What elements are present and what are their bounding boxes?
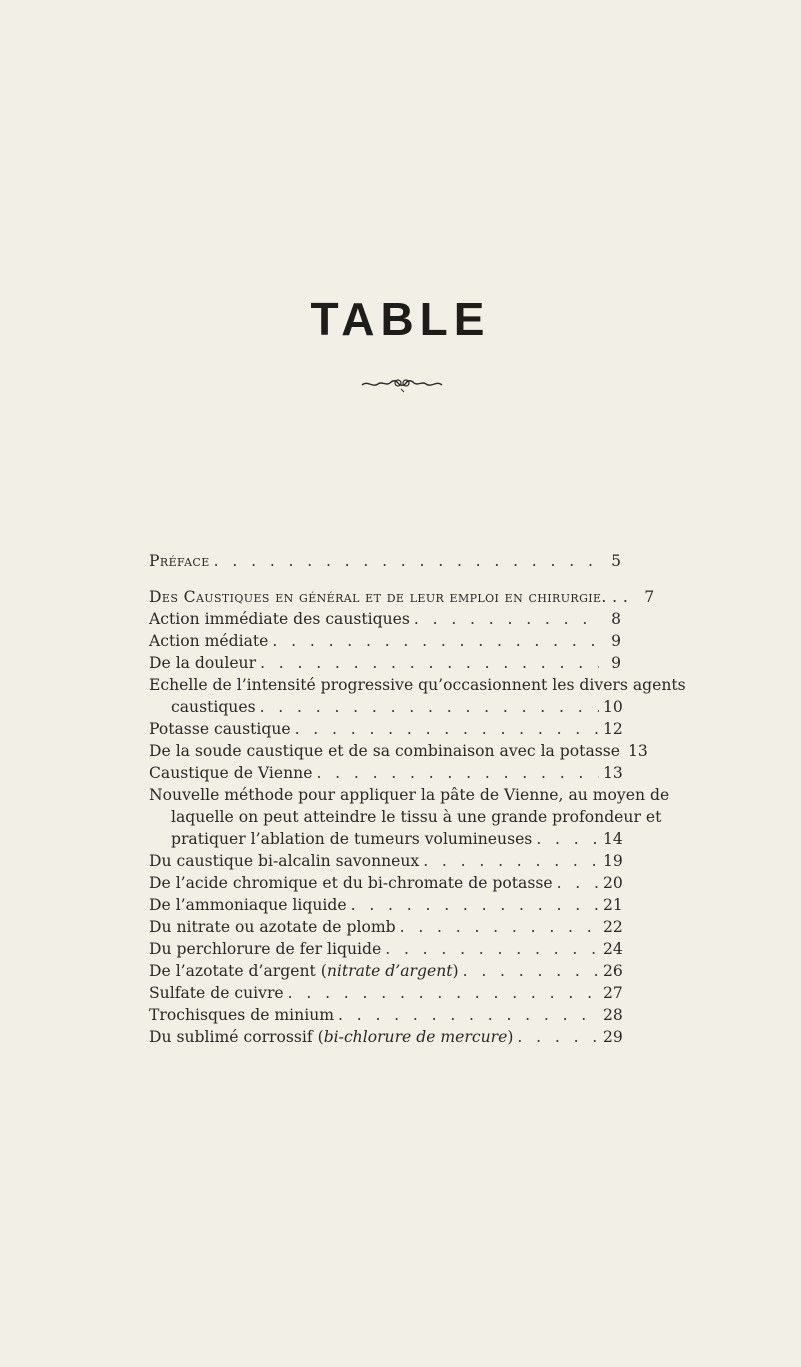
leader-dots — [517, 1026, 599, 1048]
page-number: 26 — [603, 962, 623, 980]
toc-entry-chapter[interactable] — [149, 586, 655, 608]
toc-entry-title: De la soude caustique et de sa combinaison avec la potasse — [149, 742, 620, 760]
toc-entry-title: Du sublimé corrossif (bi-chlorure de mercure) — [149, 1028, 514, 1046]
page-number: 8 — [611, 610, 621, 628]
page-number: 12 — [603, 720, 623, 738]
leader-dots — [536, 828, 599, 850]
page-number: 20 — [603, 874, 623, 892]
page-number: 21 — [603, 896, 623, 914]
toc-entry-title: Des Caustiques en général et de leur emploi en chirurgie. . . — [149, 588, 629, 606]
leader-dots — [288, 982, 599, 1004]
page-number: 29 — [603, 1028, 623, 1046]
page-number: 19 — [603, 852, 623, 870]
toc-entry-title: Préface — [149, 552, 210, 570]
leader-dots — [260, 652, 599, 674]
toc-entry[interactable] — [149, 784, 670, 850]
toc-entry[interactable] — [149, 630, 621, 652]
toc-entry[interactable] — [149, 916, 621, 938]
page-number: 10 — [603, 698, 623, 716]
decorative-flourish-icon — [360, 374, 444, 394]
toc-entry-line: laquelle on peut atteindre le tissu à une grande profondeur et — [171, 808, 662, 826]
toc-entry-line: pratiquer l’ablation de tumeurs volumineuses — [171, 830, 533, 848]
page-number: 5 — [611, 552, 621, 570]
toc-entry[interactable] — [149, 652, 621, 674]
toc-entry-preface[interactable] — [149, 550, 621, 572]
toc-entry-title: De l’ammoniaque liquide — [149, 896, 347, 914]
toc-entry-title: Potasse caustique — [149, 720, 291, 738]
toc-entry[interactable] — [149, 674, 686, 718]
page-number: 24 — [603, 940, 623, 958]
page-number: 14 — [603, 830, 623, 848]
table-of-contents — [149, 550, 686, 1048]
page-number: 9 — [611, 654, 621, 672]
page-number: 7 — [644, 588, 655, 606]
toc-entry-title: De la douleur — [149, 654, 257, 672]
toc-entry-title: De l’azotate d’argent (nitrate d’argent) — [149, 962, 459, 980]
toc-entry-line: Echelle de l’intensité progressive qu’occasionnent les divers agents — [149, 676, 686, 694]
toc-entry[interactable] — [149, 872, 621, 894]
page-number: 13 — [627, 742, 648, 760]
leader-dots — [557, 872, 599, 894]
toc-entry-title: De l’acide chromique et du bi-chromate de potasse — [149, 874, 553, 892]
toc-entry-title: Trochisques de minium — [149, 1006, 335, 1024]
toc-entry-title: Action immédiate des caustiques — [149, 610, 410, 628]
toc-entry[interactable] — [149, 608, 621, 630]
leader-dots — [316, 762, 599, 784]
toc-entry[interactable] — [149, 894, 621, 916]
page-number: 27 — [603, 984, 623, 1002]
toc-entry-line: caustiques — [171, 698, 256, 716]
toc-entry-title: Du caustique bi-alcalin savonneux — [149, 852, 420, 870]
toc-entry[interactable] — [149, 982, 621, 1004]
toc-entry-title: Action médiate — [149, 632, 269, 650]
toc-entry[interactable] — [149, 960, 621, 982]
toc-entry-line: Nouvelle méthode pour appliquer la pâte de Vienne, au moyen de — [149, 786, 670, 804]
leader-dots — [423, 850, 599, 872]
toc-entry[interactable] — [149, 850, 621, 872]
page-number: 9 — [611, 632, 621, 650]
toc-entry-title: Du nitrate ou azotate de plomb — [149, 918, 396, 936]
leader-dots — [214, 550, 599, 572]
leader-dots — [272, 630, 599, 652]
leader-dots — [260, 696, 599, 718]
leader-dots — [338, 1004, 599, 1026]
leader-dots — [414, 608, 599, 630]
toc-entry[interactable] — [149, 762, 621, 784]
leader-dots — [463, 960, 599, 982]
toc-entry-title: Sulfate de cuivre — [149, 984, 284, 1002]
leader-dots — [295, 718, 599, 740]
page-number: 28 — [603, 1006, 623, 1024]
page-title: TABLE — [310, 293, 491, 345]
toc-entry-title: Du perchlorure de fer liquide — [149, 940, 382, 958]
toc-entry[interactable] — [149, 718, 621, 740]
leader-dots — [400, 916, 599, 938]
toc-entry-title: Caustique de Vienne — [149, 764, 313, 782]
toc-entry[interactable] — [149, 740, 648, 762]
page-number: 22 — [603, 918, 623, 936]
toc-entry[interactable] — [149, 1004, 621, 1026]
toc-entry[interactable] — [149, 1026, 621, 1048]
leader-dots — [351, 894, 599, 916]
toc-entry[interactable] — [149, 938, 621, 960]
leader-dots — [385, 938, 599, 960]
page-number: 13 — [603, 764, 623, 782]
